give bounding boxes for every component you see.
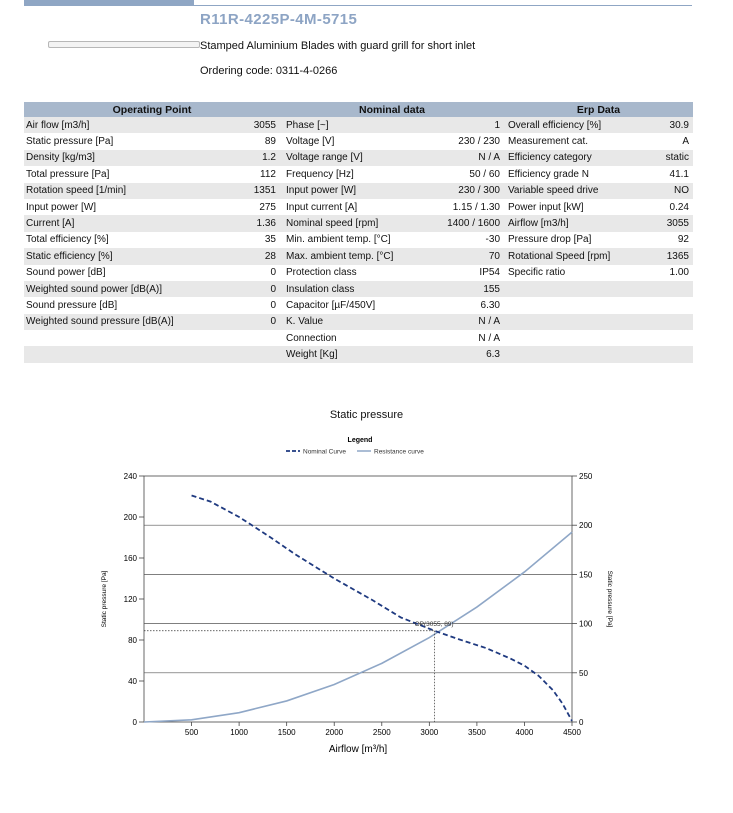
erp-value: 30.9 <box>634 117 693 133</box>
op-label: Density [kg/m3] <box>24 150 220 166</box>
nominal-value: 1400 / 1600 <box>416 215 504 231</box>
x-tick-label: 2500 <box>372 728 391 737</box>
y-right-tick-label: 0 <box>579 718 584 727</box>
x-axis-title: Airflow [m³/h] <box>328 744 388 755</box>
nominal-value: IP54 <box>479 267 500 279</box>
product-description: Stamped Aluminium Blades with guard grill for short inlet <box>200 40 476 52</box>
y-left-tick-label: 40 <box>128 677 137 686</box>
op-label: Weighted sound power [dB(A)] <box>24 281 220 297</box>
nominal-value: 230 / 300 <box>416 183 504 199</box>
model-number: R11R-4225P-4M-5715 <box>200 11 358 28</box>
nominal-value: 6.30 <box>480 299 500 311</box>
erp-label: Pressure drop [Pa] <box>508 234 592 246</box>
y-right-tick-label: 250 <box>579 472 593 481</box>
op-label: Input power [W] <box>26 201 97 213</box>
y-left-tick-label: 160 <box>123 554 137 563</box>
y-right-axis-title: Static pressure [Pa] <box>606 570 613 628</box>
nominal-value: N / A <box>478 332 500 344</box>
erp-label: Power input [kW] <box>508 201 584 213</box>
op-value: 0 <box>270 267 276 279</box>
chart-title: Static pressure <box>329 409 404 421</box>
nominal-label: Weight [Kg] <box>280 346 416 362</box>
nominal-value: N / A <box>416 150 504 166</box>
erp-label: Variable speed drive <box>504 183 634 199</box>
resistance-curve <box>144 532 572 722</box>
x-tick-label: 1500 <box>277 728 296 737</box>
x-tick-label: 2000 <box>325 728 344 737</box>
op-label: Sound power [dB] <box>26 267 106 279</box>
y-right-tick-label: 100 <box>579 619 593 629</box>
nominal-value: 155 <box>416 281 504 297</box>
op-value: 28 <box>220 248 280 264</box>
op-label: Total efficiency [%] <box>26 234 109 246</box>
op-value: 1.36 <box>220 215 280 231</box>
erp-label: Efficiency category <box>504 150 634 166</box>
nominal-label: Capacitor [µF/450V] <box>286 299 376 311</box>
x-tick-label: 3500 <box>467 728 486 737</box>
x-tick-label: 4500 <box>563 728 581 737</box>
op-value: 275 <box>259 201 276 213</box>
nominal-label: Nominal speed [rpm] <box>280 215 416 231</box>
op-label: Sound pressure [dB] <box>26 299 118 311</box>
nominal-value: 1.15 / 1.30 <box>452 201 500 213</box>
erp-label: Overall efficiency [%] <box>504 117 634 133</box>
nominal-value: N / A <box>416 314 504 330</box>
erp-label: Specific ratio <box>508 267 566 279</box>
nominal-label: Voltage range [V] <box>280 150 416 166</box>
plot-frame <box>144 476 572 722</box>
nominal-label: Input power [W] <box>280 183 416 199</box>
erp-value: 0.24 <box>669 201 689 213</box>
nominal-curve <box>192 495 572 720</box>
header-erp-data: Erp Data <box>504 102 693 117</box>
y-left-tick-label: 0 <box>132 718 137 727</box>
erp-value: 92 <box>677 234 689 246</box>
nominal-value: 1 <box>416 117 504 133</box>
op-value: 1351 <box>220 183 280 199</box>
op-value: 0 <box>220 281 280 297</box>
op-label: Air flow [m3/h] <box>24 117 220 133</box>
op-value: 0 <box>270 299 276 311</box>
x-tick-label: 4000 <box>515 728 534 737</box>
op-value: 1.2 <box>220 150 280 166</box>
erp-value: 3055 <box>634 215 693 231</box>
op-value: 3055 <box>220 117 280 133</box>
erp-label: Airflow [m3/h] <box>504 215 634 231</box>
header-nominal-data: Nominal data <box>280 102 504 117</box>
y-left-tick-label: 80 <box>128 636 137 645</box>
erp-value: 41.1 <box>669 168 689 180</box>
erp-label: Efficiency grade N <box>508 168 589 180</box>
op-label: Current [A] <box>24 215 220 231</box>
nominal-label: Input current [A] <box>286 201 358 213</box>
nominal-label: Max. ambient temp. [°C] <box>280 248 416 264</box>
erp-value: 1.00 <box>669 267 689 279</box>
y-left-tick-label: 120 <box>123 595 137 604</box>
op-value: 89 <box>264 136 276 148</box>
nominal-value: 70 <box>416 248 504 264</box>
y-right-tick-label: 50 <box>579 668 588 678</box>
op-label: Weighted sound pressure [dB(A)] <box>24 314 220 330</box>
op-label: Total pressure [Pa] <box>26 168 110 180</box>
header-operating-point: Operating Point <box>24 102 280 117</box>
legend-title: Legend <box>347 437 373 444</box>
erp-value: A <box>682 136 689 148</box>
nominal-label: Voltage [V] <box>286 136 335 148</box>
nominal-label: Min. ambient temp. [°C] <box>286 234 391 246</box>
op-value: 35 <box>264 234 276 246</box>
ordering-code: Ordering code: 0311-4-0266 <box>200 65 338 77</box>
erp-value: NO <box>634 183 693 199</box>
x-tick-label: 3000 <box>420 728 439 737</box>
y-left-tick-label: 200 <box>123 513 137 522</box>
op-label: Static pressure [Pa] <box>26 136 114 148</box>
y-right-tick-label: 200 <box>579 521 593 531</box>
nominal-label: Phase [~] <box>280 117 416 133</box>
nominal-value: 230 / 230 <box>458 136 500 148</box>
y-left-tick-label: 240 <box>123 472 137 481</box>
op-label: Static efficiency [%] <box>24 248 220 264</box>
erp-value: 1365 <box>634 248 693 264</box>
erp-label: Measurement cat. <box>508 136 589 148</box>
erp-label: Rotational Speed [rpm] <box>504 248 634 264</box>
nominal-value: -30 <box>485 234 500 246</box>
legend-label-resistance: Resistance curve <box>374 448 424 456</box>
nominal-value: 6.3 <box>416 346 504 362</box>
op-value: 0 <box>220 314 280 330</box>
y-left-axis-title: Static pressure [Pa] <box>101 570 108 628</box>
op-label: Rotation speed [1/min] <box>24 183 220 199</box>
nominal-value: 50 / 60 <box>469 168 500 180</box>
nominal-label: Protection class <box>286 267 357 279</box>
nominal-label: Insulation class <box>280 281 416 297</box>
erp-value: static <box>634 150 693 166</box>
nominal-label: K. Value <box>280 314 416 330</box>
op-value: 112 <box>260 168 276 180</box>
op-label: OP(3055, 89) <box>414 620 454 628</box>
x-tick-label: 1000 <box>230 728 249 737</box>
nominal-label: Connection <box>286 332 337 344</box>
y-right-tick-label: 150 <box>579 570 593 580</box>
x-tick-label: 500 <box>184 728 199 737</box>
nominal-label: Frequency [Hz] <box>286 168 354 180</box>
legend-label-nominal: Nominal Curve <box>303 448 346 456</box>
